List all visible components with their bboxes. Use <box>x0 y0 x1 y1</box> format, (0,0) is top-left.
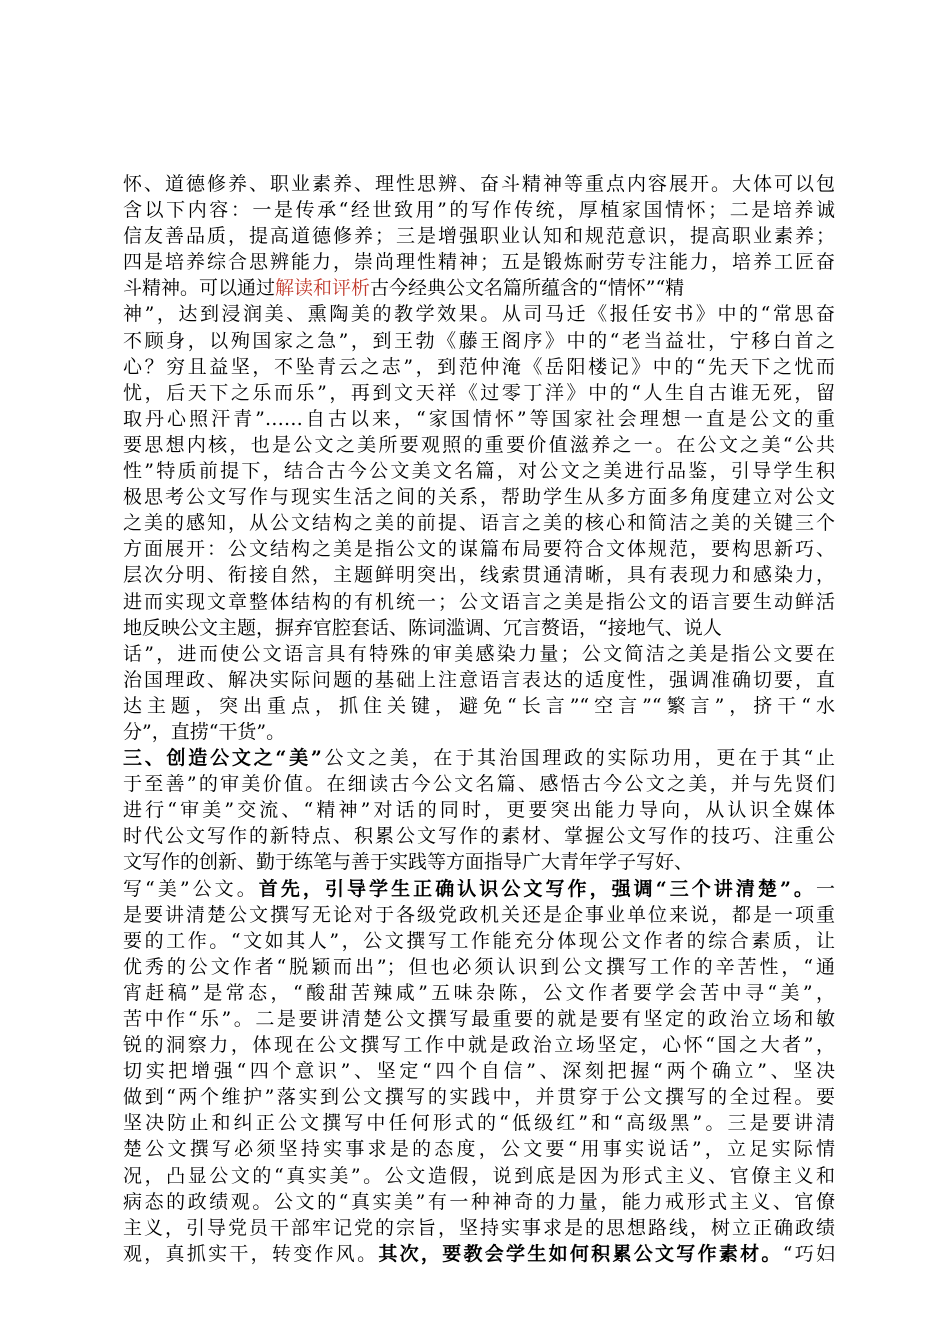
text-line: 怀、道德修养、职业素养、理性思辨、奋斗精神等重点内容展开。大体可以包 <box>123 173 835 195</box>
text-segment: “巧妇 <box>782 1242 835 1265</box>
text-segment: 一 <box>816 877 835 900</box>
text-line: 宵赶稿”是常态，“酸甜苦辣咸”五味杂陈，公文作者要学会苦中寻“美”， <box>123 981 835 1004</box>
text-line: 进而实现文章整体结构的有机统一；公文语言之美是指公文的语言要生动鲜活 <box>123 590 835 613</box>
text-line: 四是培养综合思辨能力，崇尚理性精神；五是锻炼耐劳专注能力，培养工匠奋 <box>123 251 835 274</box>
text-line: 锐的洞察力，体现在公文撰写工作中就是政治立场坚定，心怀“国之大者”， <box>123 1034 835 1057</box>
text-line: 时代公文写作的新特点、积累公文写作的素材、掌握公文写作的技巧、注重公 <box>123 825 835 848</box>
text-line: 取丹心照汗青”……自古以来，“家国情怀”等国家社会理想一直是公文的重 <box>123 407 835 430</box>
text-line: 是要讲清楚公文撰写无论对于各级党政机关还是企事业单位来说，都是一项重 <box>123 903 835 926</box>
text-line: 进行“审美”交流、“精神”对话的同时，更要突出能力导向，从认识全媒体 <box>123 799 835 822</box>
text-line: 含以下内容：一是传承“经世致用”的写作传统，厚植家国情怀；二是培养诚 <box>123 199 835 222</box>
text-line <box>123 1241 835 1267</box>
highlighted-text: 解读和评析 <box>275 277 371 300</box>
text-line: 文写作的创新、勤于练笔与善于实践等方面指导广大青年学子写好、 <box>123 851 694 874</box>
text-line: 优秀的公文作者“脱颖而出”；但也必须认识到公文撰写工作的辛苦性，“通 <box>123 955 835 978</box>
text-line: 地反映公文主题，摒弃官腔套话、陈词滥调、冗言赘语，“接地气、说人 <box>123 616 722 639</box>
text-line <box>123 745 835 771</box>
text-segment: 斗精神。可以通过 <box>123 277 276 300</box>
text-segment: 写“美”公文。 <box>123 877 259 900</box>
text-line: 切实把增强“四个意识”、坚定“四个自信”、深刻把握“两个确立”、坚决 <box>123 1060 835 1083</box>
text-line: 达主题，突出重点，抓住关键，避免“长言”“空言”“繁言”，挤干“水 <box>123 694 835 717</box>
text-line: 性”特质前提下，结合古今公文美文名篇，对公文之美进行品鉴，引导学生积 <box>123 460 835 483</box>
text-line: 信友善品质，提高道德修养；三是增强职业认知和规范意识，提高职业素养； <box>123 225 835 248</box>
bold-text: 三、创造公文之“美” <box>123 747 322 770</box>
text-line: 要的工作。“文如其人”，公文撰写工作能充分体现公文作者的综合素质，让 <box>123 929 835 952</box>
body-text <box>123 171 835 1267</box>
text-line: 楚公文撰写必须坚持实事求是的态度，公文要“用事实说话”，立足实际情 <box>123 1138 835 1161</box>
text-line: 况，凸显公文的“真实美”。公文造假，说到底是因为形式主义、官僚主义和 <box>123 1164 835 1187</box>
text-line: 话”，进而使公文语言具有特殊的审美感染力量；公文简洁之美是指公文要在 <box>123 642 835 665</box>
text-segment: 公文之美，在于其治国理政的实际功用，更在于其“止 <box>321 747 835 770</box>
text-line: 神”，达到浸润美、熏陶美的教学效果。从司马迁《报任安书》中的“常思奋 <box>123 303 835 326</box>
text-line: 做到“两个维护”落实到公文撰写的实践中，并贯穿于公文撰写的全过程。要 <box>123 1086 835 1109</box>
text-line: 病态的政绩观。公文的“真实美”有一种神奇的力量，能力戒形式主义、官僚 <box>123 1190 835 1213</box>
text-line: 不顾身，以殉国家之急”，到王勃《藤王阁序》中的“老当益壮，宁移白首之 <box>123 329 835 352</box>
text-segment: 古今经典公文名篇所蕴含的“情怀”“精 <box>370 277 685 300</box>
text-line: 心？穷且益坚，不坠青云之志”，到范仲淹《岳阳楼记》中的“先天下之忧而 <box>123 355 835 378</box>
text-line: 坚决防止和纠正公文撰写中任何形式的“低级红”和“高级黑”。三是要讲清 <box>123 1112 835 1135</box>
text-line: 于至善”的审美价值。在细读古今公文名篇、感悟古今公文之美，并与先贤们 <box>123 773 835 796</box>
text-line: 层次分明、衔接自然，主题鲜明突出，线索贯通清晰，具有表现力和感染力， <box>123 564 835 587</box>
bold-text: 首先，引导学生正确认识公文写作，强调“三个讲清楚”。 <box>258 877 816 900</box>
text-line: 治国理政、解决实际问题的基础上注意语言表达的适度性，强调准确切要，直 <box>123 668 835 691</box>
text-segment: 观，真抓实干，转变作风。 <box>123 1242 379 1265</box>
text-line: 方面展开：公文结构之美是指公文的谋篇布局要符合文体规范，要构思新巧、 <box>123 538 835 561</box>
text-line: 要思想内核，也是公文之美所要观照的重要价值滋养之一。在公文之美“公共 <box>123 433 835 456</box>
text-line: 苦中作“乐”。二是要讲清楚公文撰写最重要的就是要有坚定的政治立场和敏 <box>123 1008 835 1030</box>
text-line: 之美的感知，从公文结构之美的前提、语言之美的核心和简洁之美的关键三个 <box>123 512 835 535</box>
text-line: 极思考公文写作与现实生活之间的关系，帮助学生从多方面多角度建立对公文 <box>123 486 835 509</box>
text-line: 忧，后天下之乐而乐”，再到文天祥《过零丁洋》中的“人生自古谁无死，留 <box>123 381 835 404</box>
text-line <box>123 275 835 301</box>
text-line: 分”，直捞“干货”。 <box>123 720 286 743</box>
text-line <box>123 876 835 902</box>
text-line: 主义，引导党员干部牢记党的宗旨，坚持实事求是的思想路线，树立正确政绩 <box>123 1216 835 1239</box>
bold-text: 其次，要教会学生如何积累公文写作素材。 <box>378 1242 783 1265</box>
